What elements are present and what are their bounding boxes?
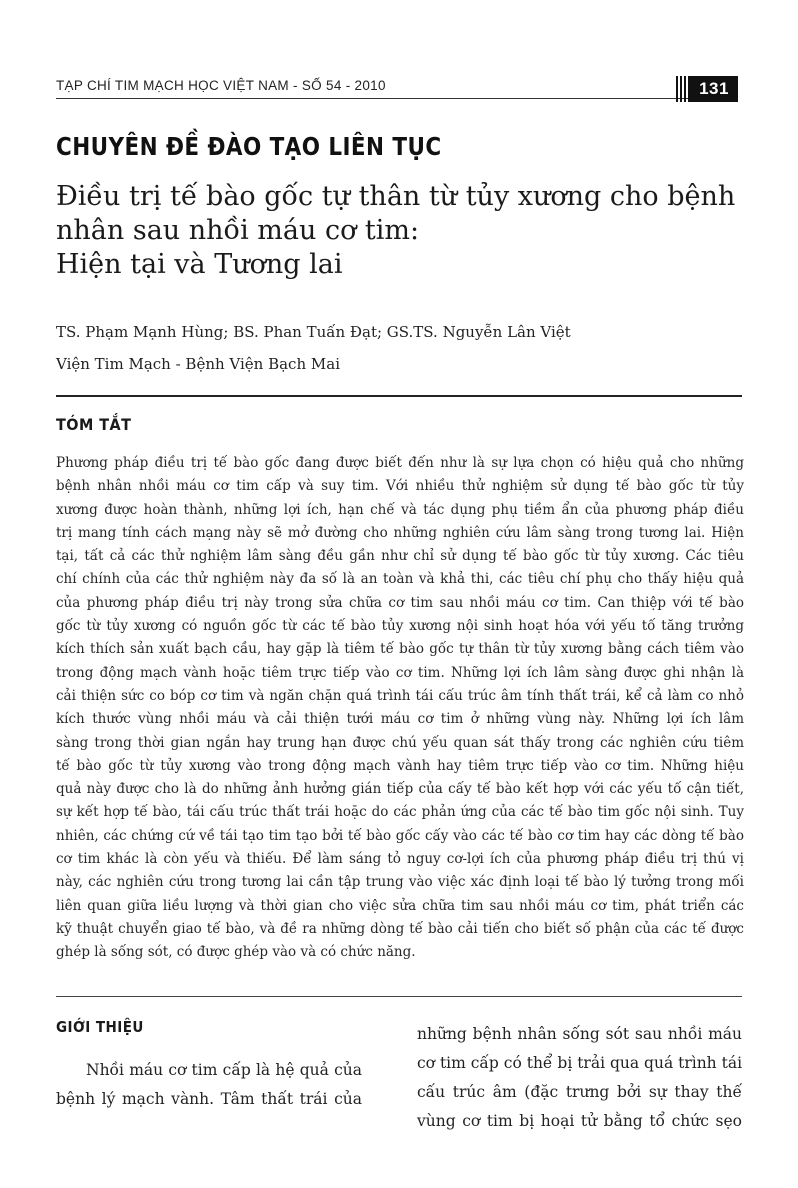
intro-line: cơ tim cấp có thể bị trải qua quá trình tái	[417, 1054, 743, 1072]
abstract-line: kỹ thuật chuyển giao tế bào, và đề ra những dòng tế bào cải tiến cho biết số phận của các tế được	[56, 920, 744, 937]
title-line: Điều trị tế bào gốc tự thân từ tủy xương cho bệnh	[56, 181, 736, 212]
journal-running-head: TẠP CHÍ TIM MẠCH HỌC VIỆT NAM - SỐ 54 - 2010	[56, 78, 386, 93]
abstract-line: trị mang tính cách mạng này sẽ mở đường cho những nghiên cứu lâm sàng trong tương lai. Hiện	[56, 524, 744, 541]
abstract-top-rule	[56, 395, 742, 397]
abstract-line: của phương pháp điều trị này trong sửa chữa cơ tim sau nhồi máu cơ tim. Can thiệp với tế bào	[56, 594, 744, 611]
intro-left-column	[56, 1056, 362, 1114]
intro-line: cấu trúc âm (đặc trưng bởi sự thay thế	[417, 1083, 742, 1101]
abstract-line: Phương pháp điều trị tế bào gốc đang được biết đến như là sự lựa chọn có hiệu quả cho những	[56, 455, 744, 471]
intro-line: vùng cơ tim bị hoại tử bằng tổ chức sẹo	[417, 1112, 742, 1130]
page-number: 131	[690, 76, 738, 102]
abstract-line: tại, tất cả các thử nghiệm lâm sàng đều gần như chỉ sử dụng tế bào gốc từ tủy xương. Các tiêu	[56, 548, 744, 565]
abstract-body	[56, 452, 744, 965]
abstract-line: liên quan giữa liều lượng và thời gian cho việc sửa chữa tim sau nhồi máu cơ tim, phát triển các	[56, 897, 744, 914]
abstract-line: cải thiện sức co bóp cơ tim và ngăn chặn quá trình tái cấu trúc âm tính thất trái, kể cả làm co nhỏ	[56, 687, 744, 704]
abstract-line: kích thích sản xuất bạch cầu, hay gặp là tiêm tế bào gốc tự thân từ tủy xương bằng cách tiêm vào	[56, 641, 744, 658]
authors: TS. Phạm Mạnh Hùng; BS. Phan Tuấn Đạt; GS.TS. Nguyễn Lân Việt	[56, 323, 571, 341]
abstract-line: nhiên, các chứng cứ về tái tạo tim tạo bởi tế bào gốc cấy vào các tế bào cơ tim hay các dòng tế bào	[56, 827, 744, 844]
header-rule	[56, 98, 696, 99]
intro-line: bệnh lý mạch vành. Tâm thất trái của	[56, 1090, 362, 1108]
abstract-line: bệnh nhân nhồi máu cơ tim cấp và suy tim. Với nhiều thử nghiệm sử dụng tế bào gốc từ tủy	[56, 478, 744, 495]
abstract-line: cơ tim khác là còn yếu và thiếu. Để làm sáng tỏ nguy cơ-lợi ích của phương pháp điều trị thú vị	[56, 851, 744, 868]
title-line: nhân sau nhồi máu cơ tim:	[56, 215, 420, 246]
abstract-line: ghép là sống sót, có được ghép vào và có chức năng.	[56, 944, 416, 961]
abstract-bottom-rule	[56, 996, 742, 997]
intro-line: những bệnh nhân sống sót sau nhồi máu	[417, 1025, 742, 1043]
abstract-line: này, các nghiên cứu trong tương lai cần tập trung vào việc xác định loại tế bào lý tưởng trong mối	[56, 874, 744, 891]
abstract-line: tế bào gốc từ tủy xương vào trong động mạch vành hay tiêm trực tiếp vào cơ tim. Những hiệu	[56, 757, 744, 774]
abstract-line: chí chính của các thử nghiệm này đa số là an toàn và khả thi, các tiêu chí phụ cho thấy hiệu quả	[56, 571, 744, 588]
abstract-line: xương được hoàn thành, những lợi ích, hạn chế và tác dụng phụ tiềm ẩn của phương pháp điều	[56, 501, 744, 518]
abstract-heading: TÓM TẮT	[56, 415, 132, 434]
intro-right-column	[417, 1020, 742, 1136]
abstract-line: sự kết hợp tế bào, tái cấu trúc thất trái hoặc do các phản ứng của các tế bào tim gốc nội sinh. Tuy	[56, 804, 744, 821]
abstract-line: gốc từ tủy xương có nguồn gốc từ các tế bào tủy xương nội sinh hoạt hóa với yếu tố tăng trưởng	[56, 618, 744, 635]
section-kicker: CHUYÊN ĐỀ ĐÀO TẠO LIÊN TỤC	[56, 132, 442, 161]
affiliation: Viện Tim Mạch - Bệnh Viện Bạch Mai	[56, 355, 340, 373]
article-title	[56, 180, 756, 282]
abstract-line: quả này được cho là do những ảnh hưởng gián tiếp của cấy tế bào kết hợp với các yếu tố cận tiết,	[56, 781, 744, 798]
intro-heading: GIỚI THIỆU	[56, 1018, 144, 1036]
abstract-line: sàng trong thời gian ngắn hay trung hạn được chú yếu quan sát thấy trong các nghiên cứu tiêm	[56, 734, 744, 751]
abstract-line: kích thước vùng nhồi máu và cải thiện tưới máu cơ tim ở những vùng này. Những lợi ích lâm	[56, 711, 744, 728]
title-line: Hiện tại và Tương lai	[56, 249, 343, 280]
intro-line: Nhồi máu cơ tim cấp là hệ quả của	[86, 1061, 362, 1079]
abstract-line: trong động mạch vành hoặc tiêm trực tiếp vào cơ tim. Những lợi ích lâm sàng được ghi nhận là	[56, 664, 744, 681]
